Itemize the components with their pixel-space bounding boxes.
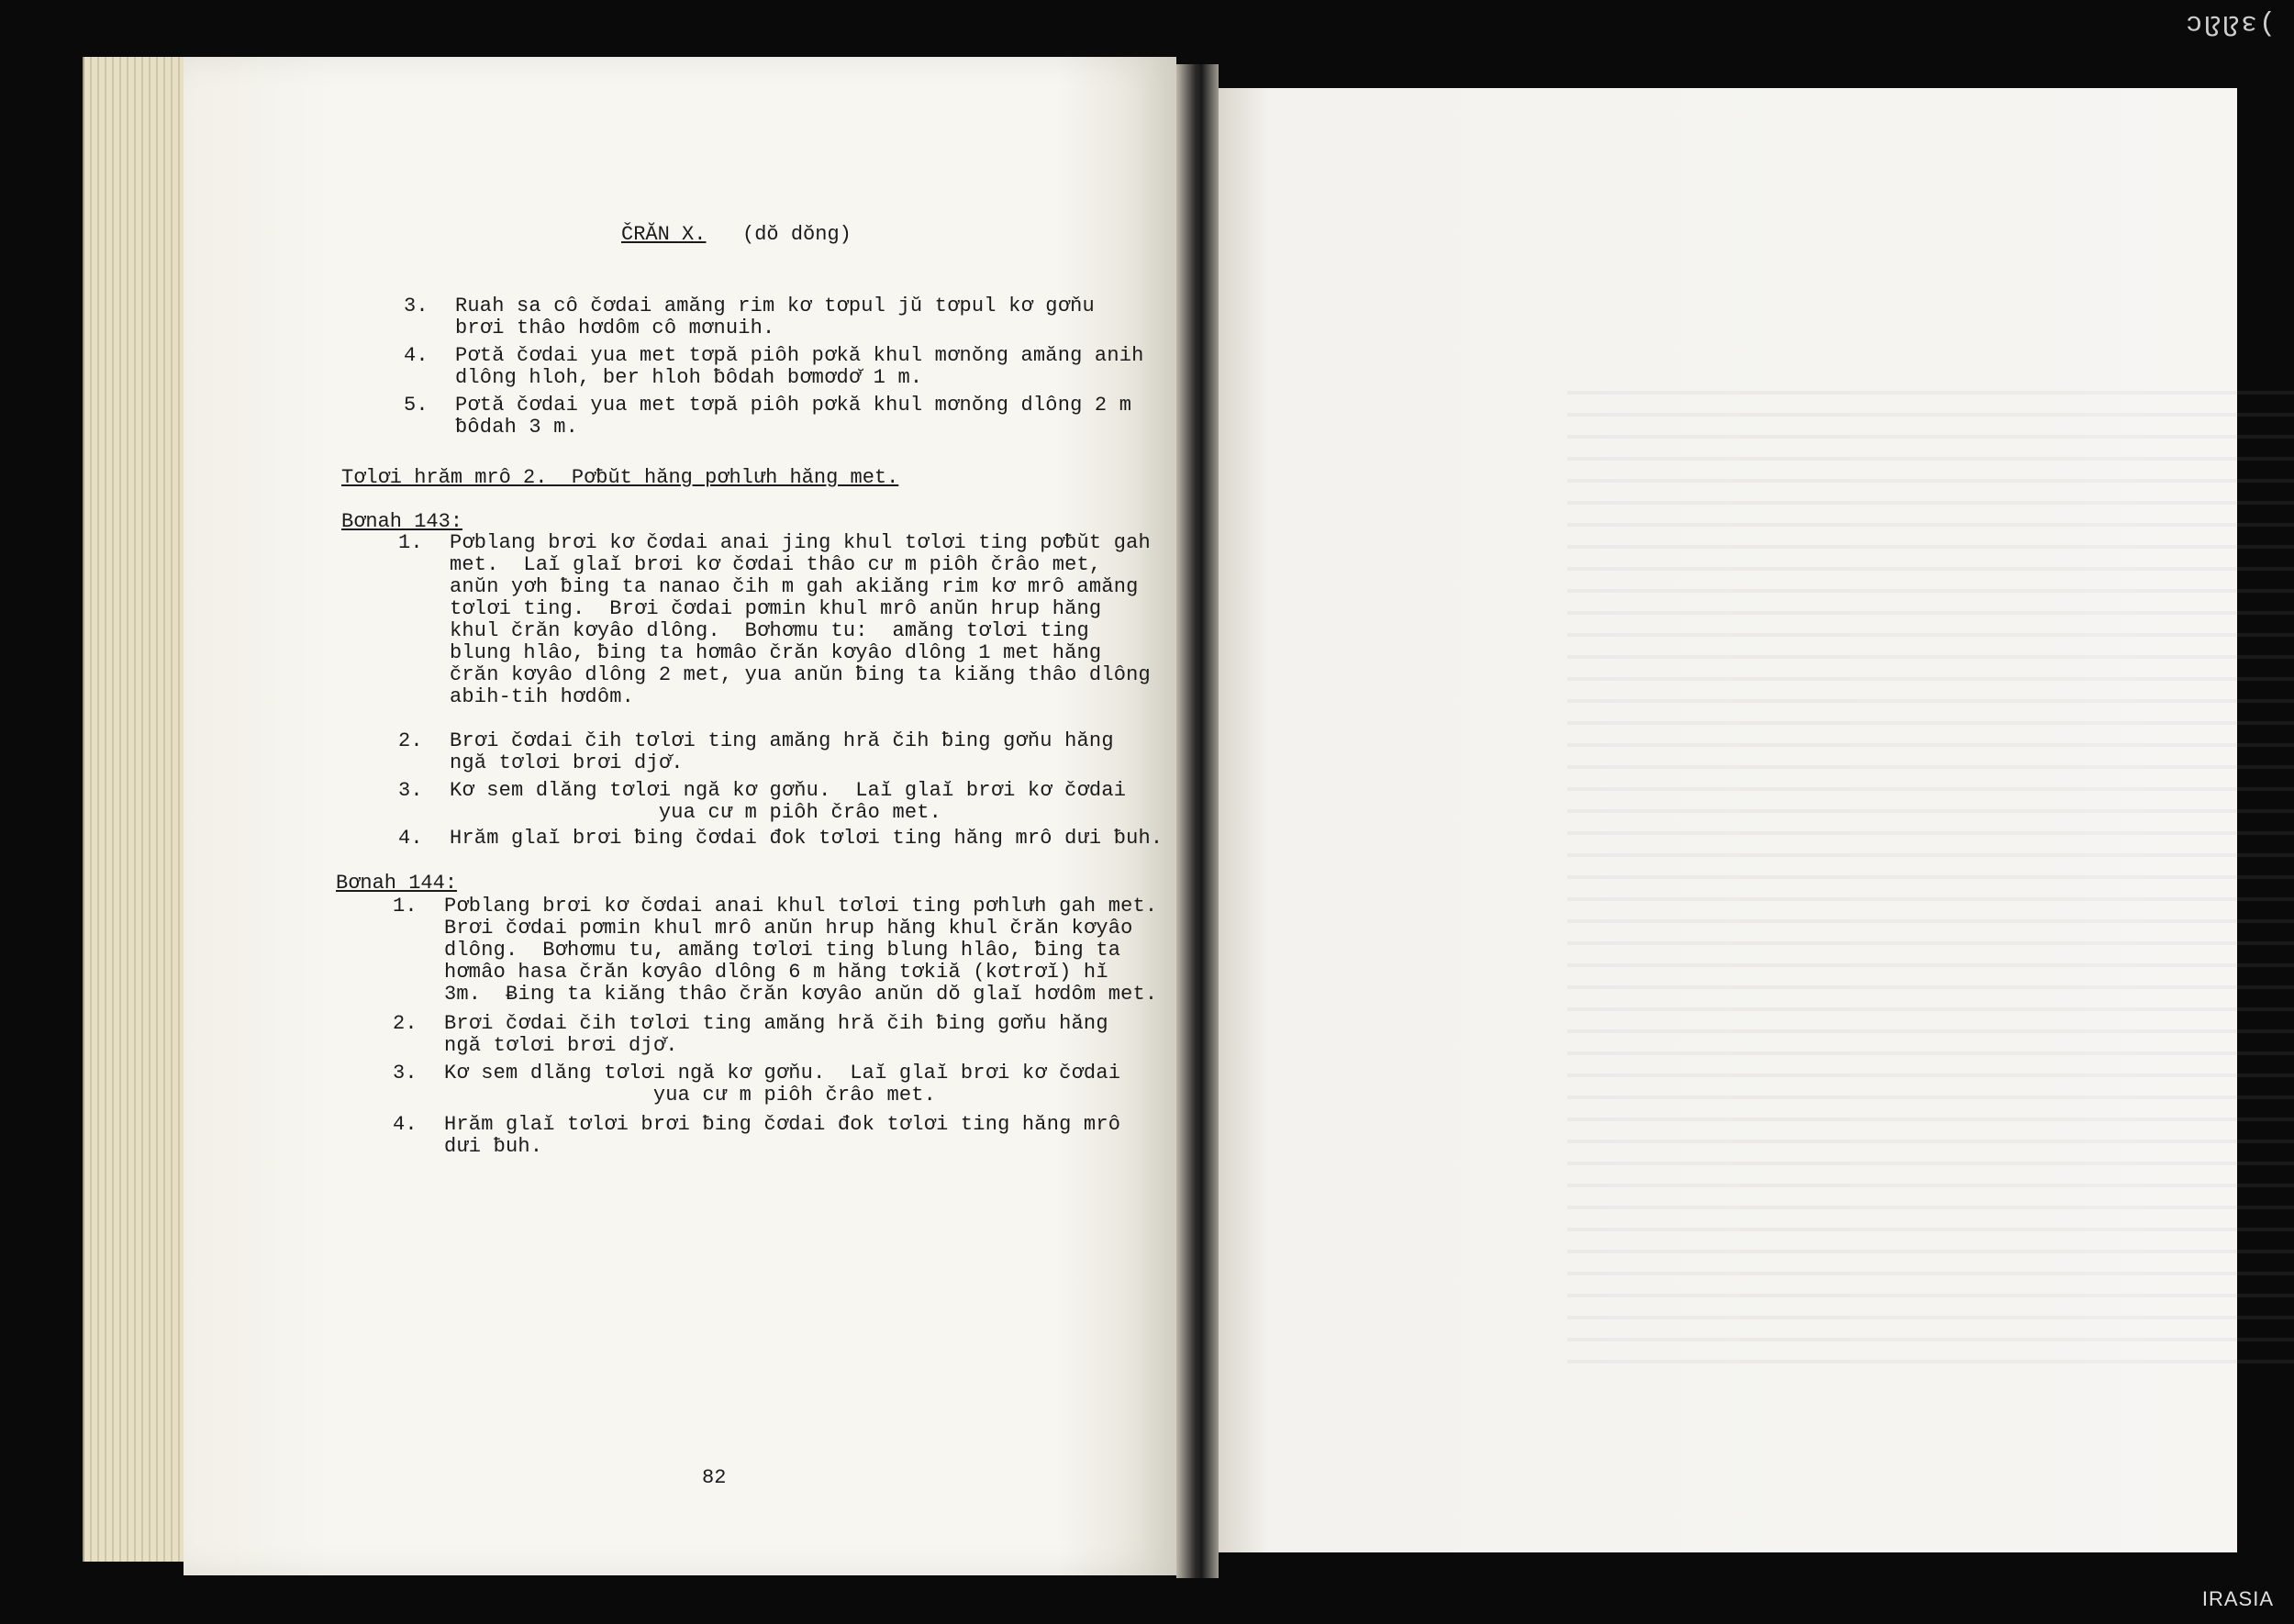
page-number: 82 — [702, 1466, 727, 1489]
b143-item-4 — [398, 828, 1163, 850]
b144-item-2-line: ngă tơlơi brơi djơ̆. — [444, 1034, 678, 1057]
b143-item-1-line: met. Laĭ glaĭ brơi kơ čơdai thâo cư m piôh črâo met, — [450, 553, 1102, 576]
page-heading — [621, 223, 852, 246]
item-line: Pơtă čơdai yua met tơpă piôh pơkă khul mơnŏng dlông 2 m — [455, 394, 1132, 417]
item-line: Pơtă čơdai yua met tơpă piôh pơkă khul mơnŏng amăng anih — [455, 344, 1144, 367]
b143-item-1 — [398, 532, 1151, 554]
intro-item-3 — [404, 295, 1095, 317]
b143-item-1-line: anŭn yơh ƀing ta nanao čih m gah akiăng rim kơ mrô amăng — [450, 575, 1139, 598]
item-number: 4. — [393, 1113, 418, 1136]
b143-item-1-line: črăn kơyâo dlông 2 met, yua anŭn ƀing ta kiăng thâo dlông — [450, 663, 1151, 686]
item-line: Ruah sa cô čơdai amăng rim kơ tơpul jŭ tơpul kơ gơňu — [455, 295, 1095, 317]
b143-item-2-line: ngă tơlơi brơi djơ̆. — [450, 751, 684, 774]
b144-item-1-line: hơmâo hasa črăn kơyâo dlông 6 m hăng tơkiă (kơtrơĭ) hĭ — [444, 961, 1108, 984]
b144-item-1-line: Brơi čơdai pơmin khul mrô anŭn hrup hăng khul črăn kơyâo — [444, 917, 1133, 940]
b144-item-3-line: yua cư m piôh črâo met. — [444, 1084, 937, 1107]
item-line: Pơblang brơi kơ čơdai anai jing khul tơlơi ting pơƀŭt gah — [450, 531, 1151, 554]
heading-note: (dŏ dŏng) — [742, 223, 852, 246]
item-line: Brơi čơdai čih tơlơi ting amăng hră čih ƀing gơňu hăng — [450, 729, 1114, 752]
item-number: 5. — [404, 394, 429, 417]
intro-item-5 — [404, 395, 1131, 417]
item-number: 3. — [404, 295, 429, 317]
item-line: Brơi čơdai čih tơlơi ting amăng hră čih ƀing gơňu hăng — [444, 1012, 1108, 1035]
item-line: Hrăm glaĭ tơlơi brơi ƀing čơdai đok tơlơi ting hăng mrô — [444, 1113, 1121, 1136]
book-gutter — [1176, 64, 1219, 1578]
b144-item-4 — [393, 1114, 1120, 1136]
intro-item-3-cont: brơi thâo hơdôm cô mơnuih. — [455, 317, 775, 339]
item-line: Kơ sem dlăng tơlơi ngă kơ gơňu. Laĭ glaĭ brơi kơ čơdai — [450, 779, 1127, 802]
b143-item-3 — [398, 780, 1126, 802]
b144-item-4-line: dưi ƀuh. — [444, 1135, 543, 1158]
b143-item-1-line: blung hlâo, ƀing ta hơmâo črăn kơyâo dlông 1 met hăng — [450, 641, 1102, 664]
item-line: Pơblang brơi kơ čơdai anai khul tơlơi ting pơhlưh gah met. — [444, 895, 1158, 918]
item-number: 4. — [398, 827, 423, 850]
item-line: Kơ sem dlăng tơlơi ngă kơ gơňu. Laĭ glaĭ brơi kơ čơdai — [444, 1062, 1121, 1085]
b143-item-1-line: tơlơi ting. Brơi čơdai pơmin khul mrô anŭn hrup hăng — [450, 597, 1102, 620]
item-number: 3. — [393, 1062, 418, 1085]
bleed-through-texture — [1567, 373, 2294, 1373]
b143-item-1-line: khul črăn kơyâo dlông. Bơhơmu tu: amăng tơlơi ting — [450, 619, 1089, 642]
item-number: 1. — [393, 895, 418, 918]
item-number: 2. — [398, 729, 423, 752]
b144-item-1-line: dlông. Bơhơmu tu, amăng tơlơi ting blung hlâo, ƀing ta — [444, 939, 1121, 962]
intro-item-4-cont: dlông hloh, ber hloh ƀôdah bơmơdơ̆ 1 m. — [455, 366, 923, 389]
b143-item-1-line: abih-tih hơdôm. — [450, 685, 635, 708]
item-line: Hrăm glaĭ brơi ƀing čơdai đok tơlơi ting hăng mrô dưi ƀuh. — [450, 827, 1164, 850]
intro-item-5-cont: ƀôdah 3 m. — [455, 416, 579, 439]
section-title: Tơlơi hrăm mrô 2. Pơƀŭt hăng pơhlưh hăng met. — [341, 466, 899, 489]
intro-item-4 — [404, 345, 1144, 367]
bonah-143-label: Bơnah 143: — [341, 510, 463, 533]
b143-item-2 — [398, 730, 1114, 752]
bonah-144-label: Bơnah 144: — [336, 872, 458, 895]
item-number: 4. — [404, 344, 429, 367]
heading-title: ČRĂN X. — [621, 223, 707, 246]
right-page-blank — [1219, 88, 2237, 1552]
b144-item-1 — [393, 895, 1157, 918]
b144-item-3 — [393, 1062, 1120, 1085]
b144-item-1-line: 3m. Ƀing ta kiăng thâo črăn kơyâo anŭn dŏ glaĭ hơdôm met. — [444, 983, 1158, 1006]
corner-mark: ɔßßɛ( — [2185, 7, 2277, 39]
item-number: 3. — [398, 779, 423, 802]
b144-item-2 — [393, 1013, 1108, 1035]
watermark-label: IRASIA — [2201, 1587, 2274, 1610]
b143-item-3-line: yua cư m piôh črâo met. — [450, 801, 942, 824]
item-number: 2. — [393, 1012, 418, 1035]
item-number: 1. — [398, 531, 423, 554]
